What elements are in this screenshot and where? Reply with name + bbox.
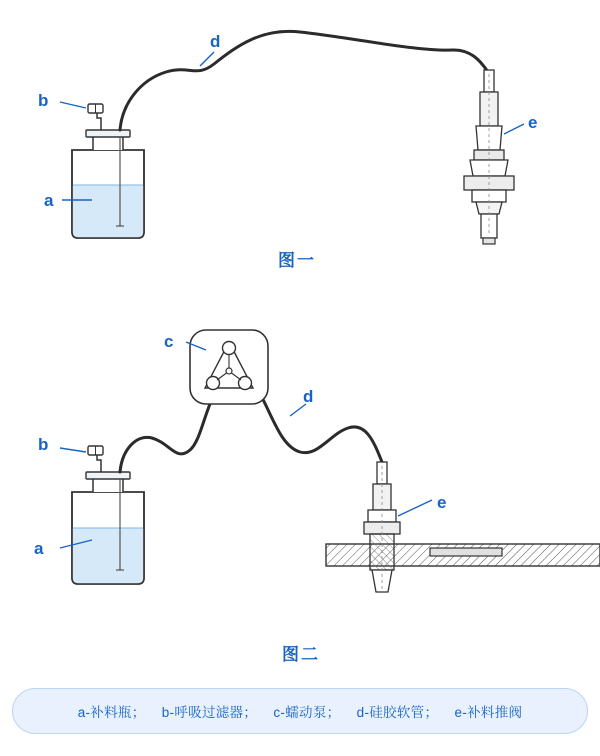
feed-bottle-2 [72,446,144,584]
figure-two-graphic [34,330,600,592]
legend-item-e: e-补料推阀 [454,705,523,720]
legend-bar [12,688,588,734]
figure-one-graphic [38,31,537,244]
vessel-wall [326,544,600,566]
legend-item-d: d-硅胶软管； [356,705,439,720]
feed-valve-2 [364,462,400,592]
label-c-figure-two: c [164,332,174,351]
legend-item-c: c-蠕动泵； [273,705,341,720]
label-e-figure-one: e [528,113,538,132]
legend-item-b: b-呼吸过滤器； [161,705,258,720]
label-a-figure-one: a [44,191,54,210]
figure-one-caption: 图一 [278,251,316,270]
label-e-figure-two: e [437,493,447,512]
feed-bottle-1 [72,104,144,238]
legend-item-a: a-补料瓶； [77,705,146,720]
label-d-figure-one: d [210,32,221,51]
label-d-figure-two: d [303,387,314,406]
legend-text [78,701,523,721]
leader-e-2 [398,500,432,516]
leader-e-1 [504,124,524,134]
figure-two-caption: 图二 [282,645,320,664]
peristaltic-pump [190,330,268,404]
label-b-figure-two: b [38,435,49,454]
feed-valve-1 [464,70,514,244]
label-b-figure-one: b [38,91,49,110]
label-a-figure-two: a [34,539,44,558]
leader-b-1 [60,102,86,108]
leader-b-2 [60,448,86,452]
